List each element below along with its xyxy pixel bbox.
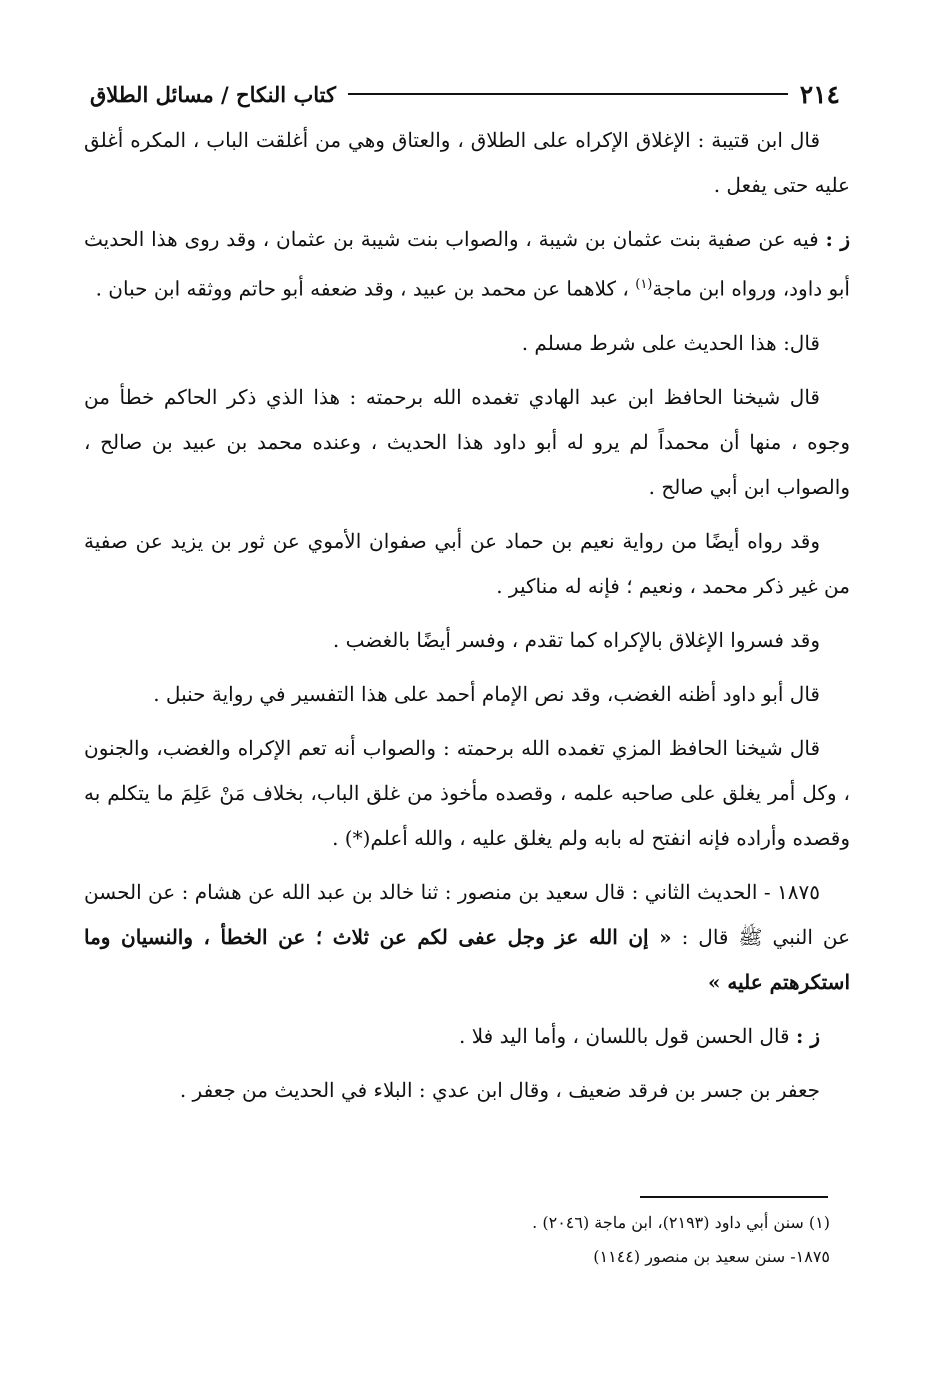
footnote-ref-1: (١) <box>635 277 653 292</box>
paragraph-5: وقد رواه أيضًا من رواية نعيم بن حماد عن أبي صفوان الأموي عن ثور بن يزيد عن صفية من غير ذكر محمد ، ونعيم ؛ فإنه له مناكير . <box>84 528 850 598</box>
paragraph-8: قال شيخنا الحافظ المزي تغمده الله برحمته : والصواب أنه تعم الإكراه والغضب، والجنون ، وكل أمر يغلق على صاحبه علمه ، وقصده مأخوذ من غلق الباب، بخلاف مَنْ عَلِمَ ما يتكلم به وقصده وأراده فإنه انفتح له بابه ولم يغلق عليه ، والله أعلم(*) . <box>84 735 850 850</box>
paragraph-4: قال شيخنا الحافظ ابن عبد الهادي تغمده الله برحمته : هذا الذي ذكر الحاكم خطأ من وجوه ، منها أن محمداً لم يرو له أبو داود هذا الحديث ، وعنده محمد بن عبيد بن صالح ، والصواب ابن أبي صالح . <box>84 384 851 499</box>
paragraph-9 <box>84 870 850 1005</box>
paragraph-7: قال أبو داود أظنه الغضب، وقد نص الإمام أحمد على هذا التفسير في رواية حنبل . <box>153 681 820 706</box>
paragraph-2 <box>84 217 850 312</box>
page-header <box>90 74 840 114</box>
paragraph-6: وقد فسروا الإغلاق بالإكراه كما تقدم ، وفسر أيضًا بالغضب . <box>332 627 820 652</box>
footnote-2: ١٨٧٥- سنن سعيد بن منصور (١١٤٤) <box>593 1247 830 1266</box>
footnote-divider <box>640 1196 828 1198</box>
paragraph-10-text: قال الحسن قول باللسان ، وأما اليد فلا . <box>459 1023 790 1048</box>
footnote-1: (١) سنن أبي داود (٢١٩٣)، ابن ماجة (٢٠٤٦) . <box>532 1213 830 1232</box>
page-number: ٢١٤ <box>799 79 840 109</box>
paragraph-11: جعفر بن جسر بن فرقد ضعيف ، وقال ابن عدي : البلاء في الحديث من جعفر . <box>179 1077 820 1102</box>
zay-marker: ز : <box>825 227 851 251</box>
paragraph-1: قال ابن قتيبة : الإغلاق الإكراه على الطلاق ، والعتاق وهي من أغلقت الباب ، المكره أغلق عليه حتى يفعل . <box>84 128 850 197</box>
header-divider <box>348 93 788 95</box>
footnotes <box>100 1208 830 1276</box>
paragraph-2-cont: ، كلاهما عن محمد بن عبيد ، وقد ضعفه أبو حاتم ووثقه ابن حبان . <box>95 276 629 301</box>
paragraph-3: قال: هذا الحديث على شرط مسلم . <box>521 330 820 355</box>
running-title: كتاب النكاح / مسائل الطلاق <box>90 81 336 107</box>
paragraph-10 <box>84 1014 850 1059</box>
paragraph-2-text: فيه عن صفية بنت عثمان بن شيبة ، والصواب بنت شيبة بن عثمان ، وقد روى هذا الحديث أبو داود، ورواه ابن ماجة <box>84 227 850 301</box>
page-body <box>84 118 850 1122</box>
zay-marker-2: ز : <box>795 1023 820 1048</box>
hadith-text: « إن الله عز وجل عفى لكم عن ثلاث ؛ عن الخطأ ، والنسيان وما استكرهتم عليه » <box>84 924 850 994</box>
hadith-intro: ١٨٧٥ - الحديث الثاني : قال سعيد بن منصور : ثنا خالد بن عبد الله عن هشام : عن الحسن عن النبي ﷺ قال : <box>84 879 851 949</box>
